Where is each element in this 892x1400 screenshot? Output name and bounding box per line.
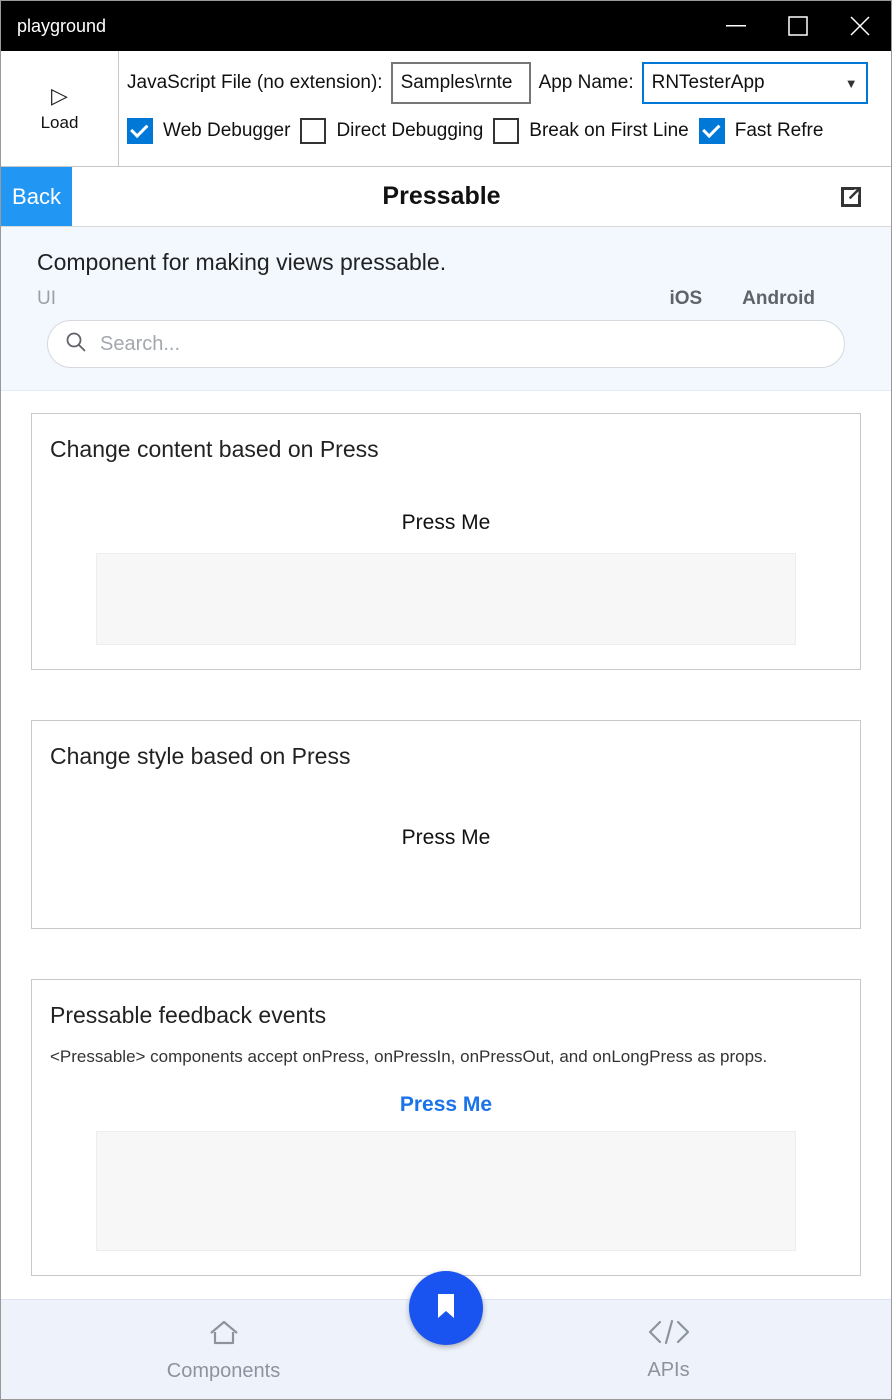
minimize-icon[interactable] [705,1,767,51]
example-title: Pressable feedback events [50,1002,327,1028]
example-subtitle: <Pressable> components accept onPress, onPressIn, onPressOut, and onLongPress as props. [50,1047,768,1066]
checkbox-label: Direct Debugging [336,120,484,141]
example-title: Change style based on Press [50,743,351,769]
tag-ui: UI [37,288,56,309]
checkbox-icon [127,118,153,144]
search-placeholder: Search... [100,332,181,355]
home-icon [207,1317,241,1352]
window-title: playground [17,15,107,36]
nav-label: APIs [647,1358,690,1381]
code-icon [646,1318,692,1351]
checkbox-label: Break on First Line [529,120,689,141]
checkbox-direct-debugging[interactable] [300,118,483,144]
toolbar-fields [119,51,891,166]
debug-toolbar [1,51,891,167]
description-band [1,227,891,391]
title-bar [1,1,891,51]
js-file-input[interactable]: Samples\rnte [391,62,531,104]
examples-list[interactable] [1,391,891,1299]
js-file-label: JavaScript File (no extension): [127,72,383,93]
search-icon [64,330,88,359]
app-header [1,167,891,227]
checkbox-icon [300,118,326,144]
app-name-label: App Name: [538,72,634,93]
search-input[interactable] [47,320,845,368]
app-name-combobox[interactable] [642,62,868,104]
checkbox-break-on-first-line[interactable] [493,118,688,144]
press-feedback-box [96,1131,796,1251]
example-title: Change content based on Press [50,436,379,462]
app-name-value: RNTesterApp [651,72,765,93]
back-button[interactable]: Back [1,167,72,226]
component-description: Component for making views pressable. [37,249,447,275]
open-external-icon[interactable] [811,167,891,226]
toolbar-row-inputs [127,59,891,107]
load-button[interactable] [1,51,119,166]
press-me-button[interactable]: Press Me [399,1093,493,1116]
example-card-change-content [31,413,861,670]
tag-ios: iOS [669,288,703,309]
close-icon[interactable] [829,1,891,51]
bookmark-icon [429,1289,463,1328]
checkbox-icon [493,118,519,144]
press-me-button[interactable]: Press Me [401,826,491,849]
press-me-button[interactable]: Press Me [401,511,491,534]
checkbox-web-debugger[interactable] [127,118,290,144]
maximize-icon[interactable] [767,1,829,51]
checkbox-label: Fast Refre [734,120,824,141]
checkbox-icon [699,118,725,144]
example-card-feedback-events [31,979,861,1276]
tags-row [37,288,855,310]
press-feedback-box [96,553,796,645]
chevron-down-icon: ▼ [844,75,858,91]
load-button-label: Load [40,112,79,132]
page-title: Pressable [382,182,501,210]
nav-item-apis[interactable] [446,1318,891,1382]
checkbox-fast-refresh[interactable] [699,118,824,144]
nav-item-components[interactable] [1,1317,446,1383]
tag-android: Android [742,288,815,309]
nav-label: Components [166,1359,281,1382]
example-card-change-style [31,720,861,929]
play-icon: ▷ [51,82,68,108]
checkbox-label: Web Debugger [163,120,291,141]
toolbar-row-checkboxes [127,107,891,155]
bookmark-fab-button[interactable] [409,1271,483,1345]
